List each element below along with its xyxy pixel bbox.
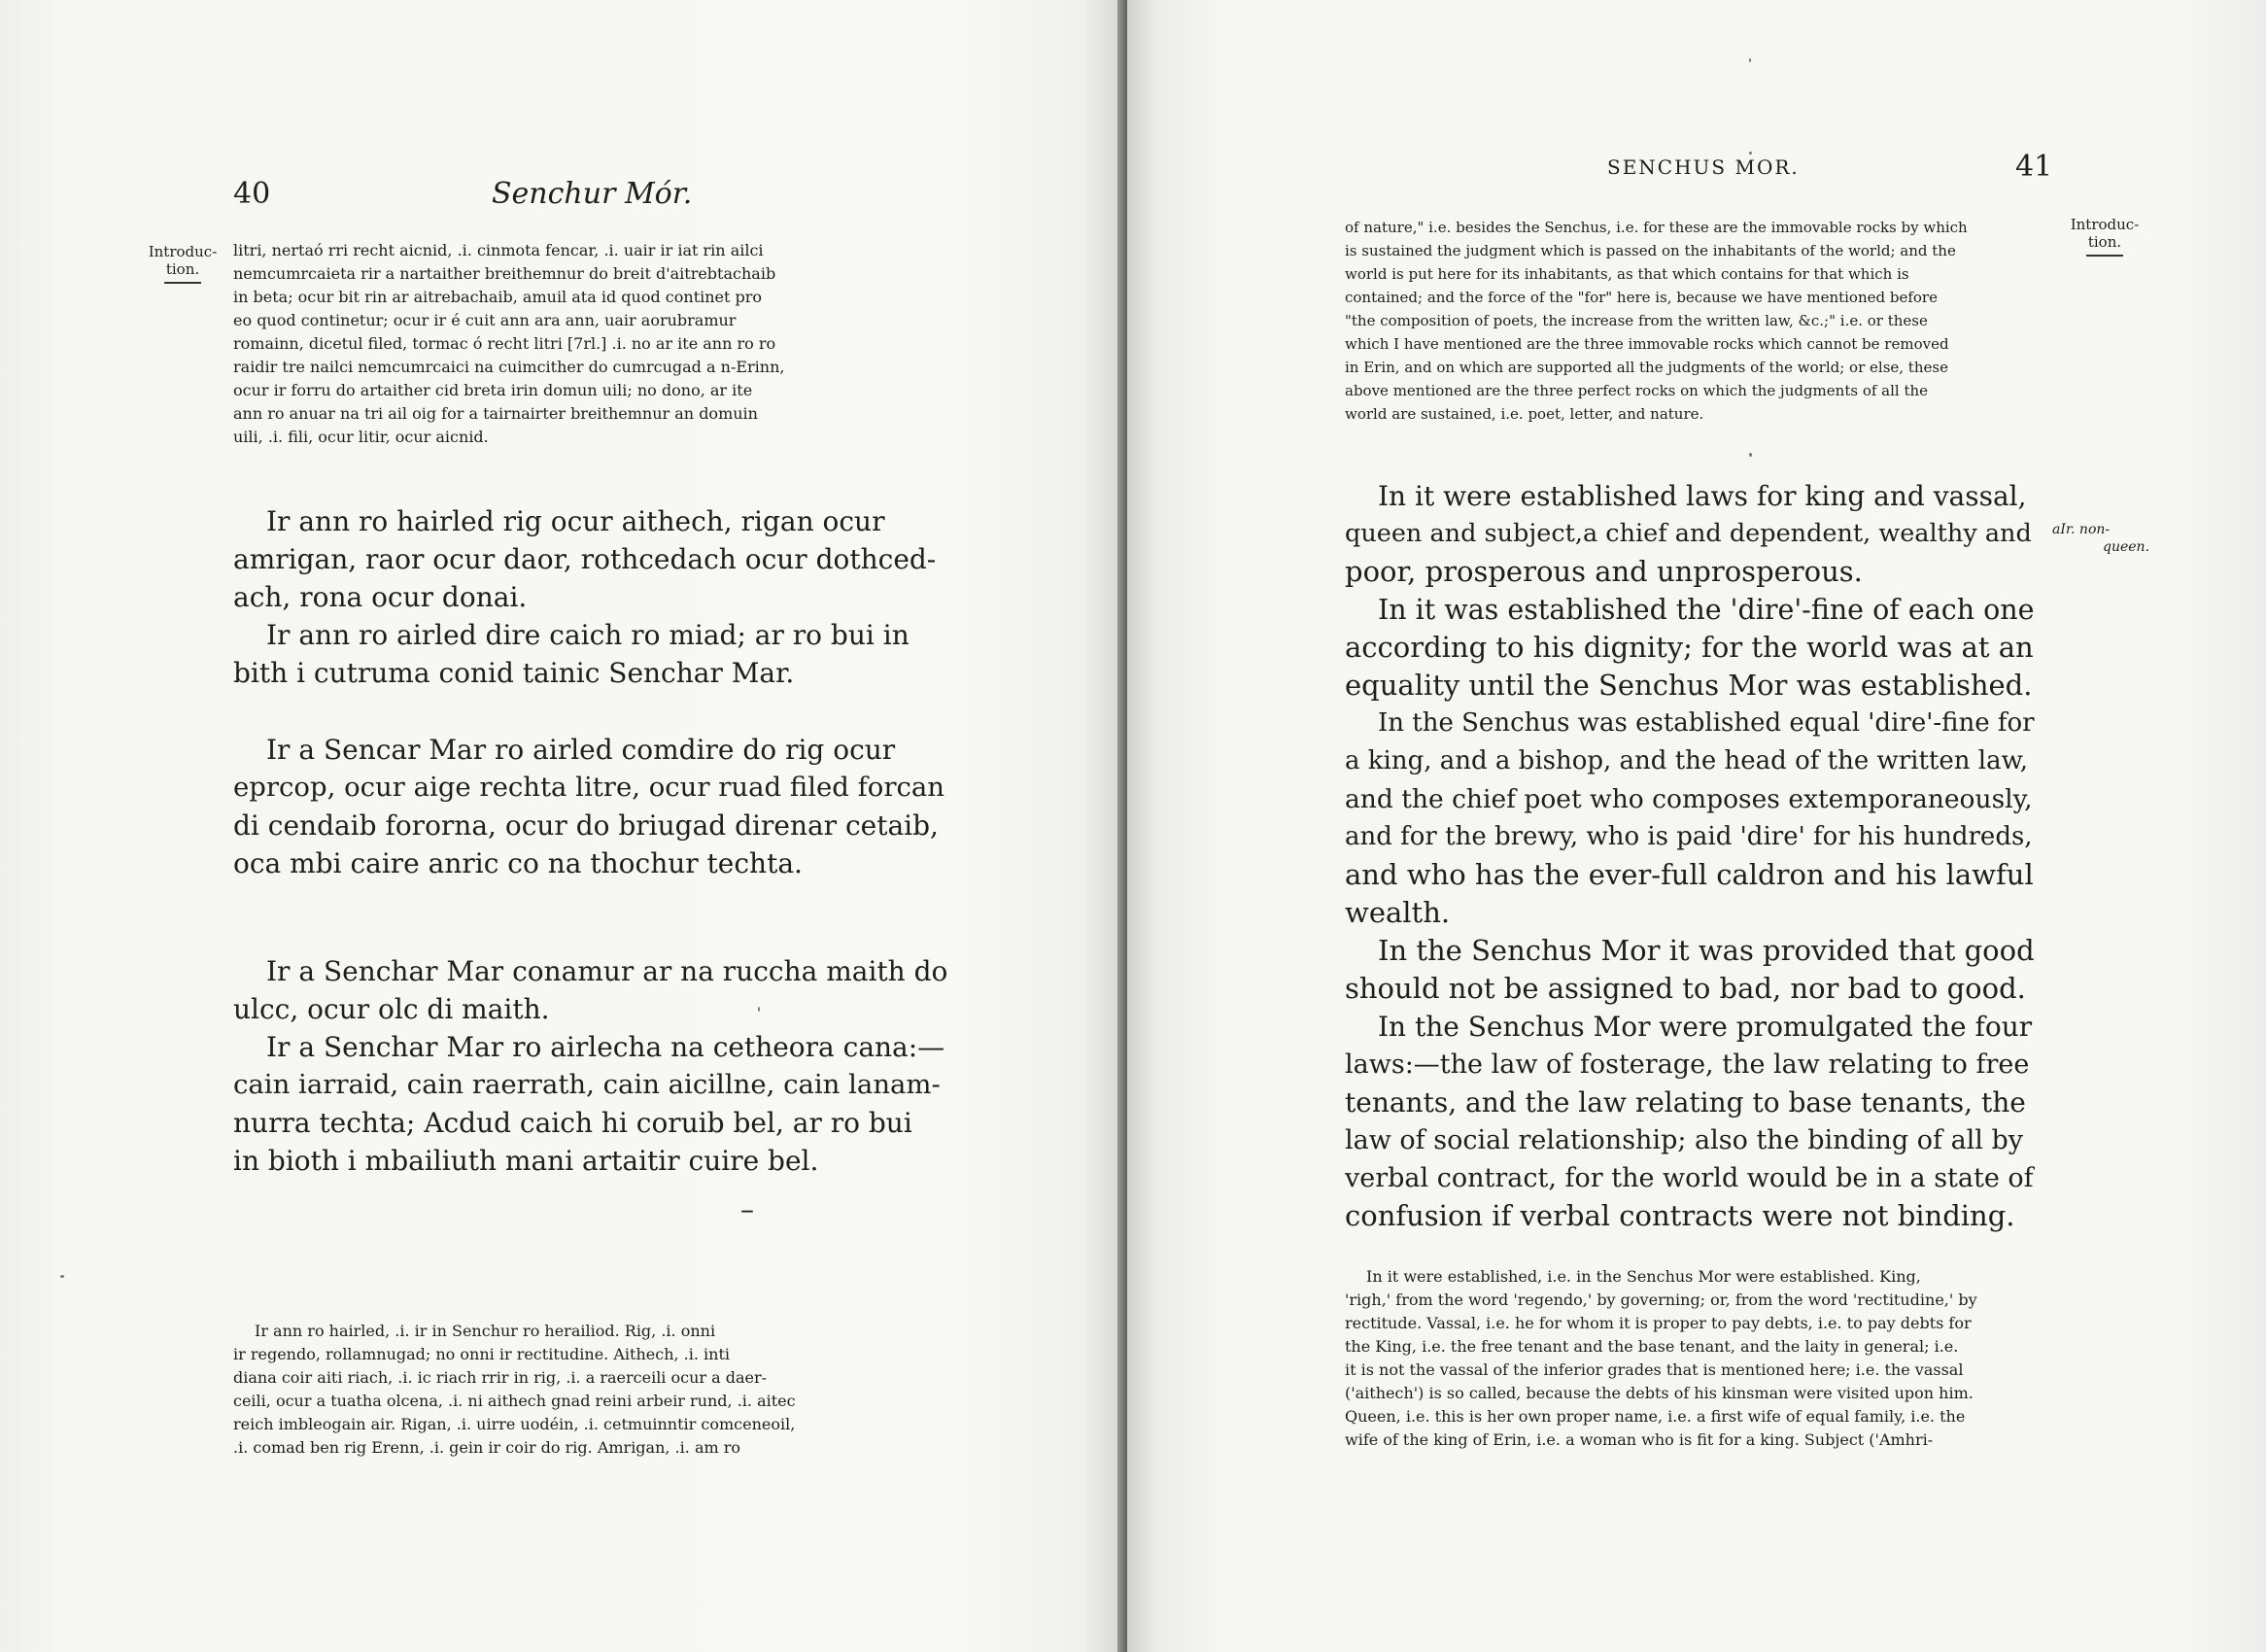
paragraph-line: In the Senchus Mor it was provided that good bbox=[1378, 934, 2035, 967]
paragraph-line: In it were established laws for king and vassal, bbox=[1378, 480, 2027, 512]
stanza-1 bbox=[233, 502, 948, 692]
paper-speck bbox=[758, 1007, 760, 1012]
gloss-line: raidir tre nailci nemcumrcaici na cuimcither do cumrcugad a n-Erinn, bbox=[233, 358, 785, 376]
stanza-line: eprcop, ocur aige rechta litre, ocur ruad filed forcan bbox=[233, 772, 944, 803]
paragraph-line: confusion if verbal contracts were not binding. bbox=[1345, 1199, 2015, 1232]
margin-note-line: Introduc- bbox=[2070, 216, 2140, 233]
gloss-line: which I have mentioned are the three immovable rocks which cannot be removed bbox=[1345, 335, 1949, 353]
paragraph-line: laws:—the law of fosterage, the law relating to free bbox=[1345, 1050, 2030, 1080]
paragraph-line: law of social relationship; also the binding of all by bbox=[1345, 1125, 2024, 1155]
stanza-line: nurra techta; Acdud caich hi coruib bel, ar ro bui bbox=[233, 1107, 912, 1139]
gloss-line: uili, .i. fili, ocur litir, ocur aicnid. bbox=[233, 428, 489, 446]
paper-speck bbox=[1749, 453, 1752, 457]
gloss-line: ann ro anuar na tri ail oig for a tairnairter breithemnur an domuin bbox=[233, 404, 758, 423]
margin-note-line: tion. bbox=[165, 260, 200, 278]
gloss-line: in Erin, and on which are supported all the judgments of the world; or else, these bbox=[1345, 359, 1948, 376]
footnote-line: the King, i.e. the free tenant and the base tenant, and the laity in general; i.e. bbox=[1345, 1337, 1959, 1356]
stanza-line: ulcc, ocur olc di maith. bbox=[233, 993, 550, 1025]
paragraph-line: In the Senchus Mor were promulgated the four bbox=[1378, 1011, 2033, 1043]
stanza-line: amrigan, raor ocur daor, rothcedach ocur dothced- bbox=[233, 543, 937, 575]
right-page bbox=[1127, 0, 2266, 1652]
paragraph-5 bbox=[1345, 1008, 2035, 1235]
gloss-line: nemcumrcaieta rir a nartaither breithemnur do breit d'aitrebtachaib bbox=[233, 264, 776, 283]
stanza-3 bbox=[233, 952, 948, 1180]
paragraph-4 bbox=[1345, 932, 2035, 1008]
footnote-line: In it were established, i.e. in the Senchus Mor were established. King, bbox=[1366, 1267, 1921, 1286]
stanza-line: ach, rona ocur donai. bbox=[233, 581, 528, 613]
stanza-line: Ir a Sencar Mar ro airled comdire do rig ocur bbox=[266, 734, 896, 766]
margin-rule bbox=[2086, 255, 2123, 257]
footnote-line: wife of the king of Erin, i.e. a woman who is fit for a king. Subject ('Amhri- bbox=[1345, 1430, 1934, 1449]
paragraph-3 bbox=[1345, 705, 2035, 932]
stanza-line: Ir ann ro hairled rig ocur aithech, rigan ocur bbox=[266, 505, 885, 537]
footnote-line: ceili, ocur a tuatha olcena, .i. ni aithech gnad reini arbeir rund, .i. aitec bbox=[233, 1392, 796, 1410]
stanza-line: Ir ann ro airled dire caich ro miad; ar ro bui in bbox=[266, 619, 910, 651]
footnote-line: Queen, i.e. this is her own proper name, i.e. a first wife of equal family, i.e. the bbox=[1345, 1407, 1966, 1426]
running-head: Senchur Mór. bbox=[492, 177, 693, 211]
paragraph-line: poor, prosperous and unprosperous. bbox=[1345, 555, 1863, 588]
gloss-line: contained; and the force of the "for" here is, because we have mentioned before bbox=[1345, 289, 1938, 306]
gloss-line: world is put here for its inhabitants, as that which contains for that which is bbox=[1345, 265, 1909, 283]
gloss-line: of nature," i.e. besides the Senchus, i.e. for these are the immovable rocks by which bbox=[1345, 219, 1968, 236]
paragraph-line: In the Senchus was established equal 'dire'-fine for bbox=[1378, 708, 2035, 738]
margin-rule bbox=[164, 282, 201, 284]
footnote-line: reich imbleogain air. Rigan, .i. uirre uodéin, .i. cetmuinntir comceneoil, bbox=[233, 1415, 796, 1433]
stanza-line: di cendaib fororna, ocur do briugad direnar cetaib, bbox=[233, 809, 939, 842]
paragraph-2 bbox=[1345, 591, 2035, 705]
paragraph-line: and for the brewy, who is paid 'dire' for his hundreds, bbox=[1345, 822, 2033, 851]
paragraph-line: and who has the ever-full caldron and his lawful bbox=[1345, 858, 2034, 891]
margin-note-introduction bbox=[2050, 216, 2159, 257]
paragraph-1 bbox=[1345, 477, 2035, 591]
paragraph-line: a king, and a bishop, and the head of the written law, bbox=[1345, 746, 2029, 775]
gloss-text bbox=[233, 239, 925, 449]
gloss-line: eo quod continetur; ocur ir é cuit ann ara ann, uair aorubramur bbox=[233, 311, 737, 329]
page-number: 40 bbox=[233, 177, 271, 211]
paragraph-line: equality until the Senchus Mor was established. bbox=[1345, 669, 2033, 702]
paragraph-line: queen and subject,a chief and dependent, wealthy and bbox=[1345, 519, 2032, 548]
gloss-line: is sustained the judgment which is passed on the inhabitants of the world; and the bbox=[1345, 242, 1956, 259]
gloss-line: litri, nertaó rri recht aicnid, .i. cinmota fencar, .i. uair ir iat rin ailci bbox=[233, 241, 764, 259]
stanza-line: Ir a Senchar Mar conamur ar na ruccha maith do bbox=[266, 955, 948, 987]
side-gloss-line: aIr. non- bbox=[2052, 522, 2111, 537]
gloss-line: world are sustained, i.e. poet, letter, and nature. bbox=[1345, 405, 1704, 423]
gloss-line: in beta; ocur bit rin ar aitrebachaib, amuil ata id quod continet pro bbox=[233, 288, 763, 306]
top-gloss-text bbox=[1345, 216, 2023, 426]
footnote-line: ir regendo, rollamnugad; no onni ir rectitudine. Aithech, .i. inti bbox=[233, 1345, 731, 1363]
gloss-line: above mentioned are the three perfect rocks on which the judgments of all the bbox=[1345, 382, 1929, 399]
footnote-line: ('aithech') is so called, because the debts of his kinsman were visited upon him. bbox=[1345, 1384, 1974, 1402]
paper-speck bbox=[60, 1275, 64, 1278]
gloss-line: romainn, dicetul filed, tormac ó recht litri [7rl.] .i. no ar ite ann ro ro bbox=[233, 334, 776, 353]
paragraph-line: tenants, and the law relating to base tenants, the bbox=[1345, 1086, 2026, 1119]
paper-speck bbox=[1749, 152, 1752, 155]
running-head: SENCHUS MOR. bbox=[1607, 155, 1800, 179]
footnote-line: diana coir aiti riach, .i. ic riach rrir in rig, .i. a raerceili ocur a daer- bbox=[233, 1368, 768, 1387]
gloss-line: ocur ir forru do artaither cid breta irin domun uili; no dono, ar ite bbox=[233, 381, 753, 399]
mid-dash: – bbox=[740, 1193, 754, 1225]
paragraph-line: and the chief poet who composes extemporaneously, bbox=[1345, 784, 2033, 814]
side-gloss-note bbox=[2052, 521, 2149, 556]
paragraph-line: should not be assigned to bad, nor bad to good. bbox=[1345, 972, 2026, 1005]
footnote bbox=[233, 1320, 933, 1460]
footnote-line: .i. comad ben rig Erenn, .i. gein ir coir do rig. Amrigan, .i. am ro bbox=[233, 1438, 741, 1457]
page-number: 41 bbox=[2015, 150, 2053, 184]
stanza-line: Ir a Senchar Mar ro airlecha na cetheora cana:— bbox=[266, 1031, 945, 1063]
footnote-line: it is not the vassal of the inferior grades that is mentioned here; i.e. the vassal bbox=[1345, 1360, 1964, 1379]
footnote-line: Ir ann ro hairled, .i. ir in Senchur ro herailiod. Rig, .i. onni bbox=[255, 1322, 716, 1340]
left-page bbox=[0, 0, 1127, 1652]
paragraph-line: according to his dignity; for the world was at an bbox=[1345, 631, 2034, 664]
margin-note-introduction bbox=[130, 243, 235, 284]
stanza-line: in bioth i mbailiuth mani artaitir cuire bel. bbox=[233, 1145, 819, 1177]
paragraph-line: In it was established the 'dire'-fine of each one bbox=[1378, 594, 2035, 626]
paragraph-line: verbal contract, for the world would be in a state of bbox=[1345, 1163, 2034, 1193]
stanza-2 bbox=[233, 731, 948, 882]
gloss-line: "the composition of poets, the increase from the written law, &c.;" i.e. or these bbox=[1345, 312, 1928, 329]
stanza-line: bith i cutruma conid tainic Senchar Mar. bbox=[233, 657, 795, 689]
footnote bbox=[1345, 1265, 2025, 1452]
side-gloss-line: queen. bbox=[2103, 539, 2150, 555]
stanza-line: oca mbi caire anric co na thochur techta. bbox=[233, 847, 803, 879]
margin-note-line: tion. bbox=[2087, 233, 2122, 251]
footnote-line: 'righ,' from the word 'regendo,' by governing; or, from the word 'rectitudine,' by bbox=[1345, 1291, 1977, 1309]
stanza-line: cain iarraid, cain raerrath, cain aicillne, cain lanam- bbox=[233, 1069, 941, 1100]
paragraph-line: wealth. bbox=[1345, 896, 1451, 929]
paper-speck bbox=[1749, 58, 1751, 62]
footnote-line: rectitude. Vassal, i.e. he for whom it is proper to pay debts, i.e. to pay debts for bbox=[1345, 1314, 1972, 1332]
margin-note-line: Introduc- bbox=[148, 243, 218, 260]
